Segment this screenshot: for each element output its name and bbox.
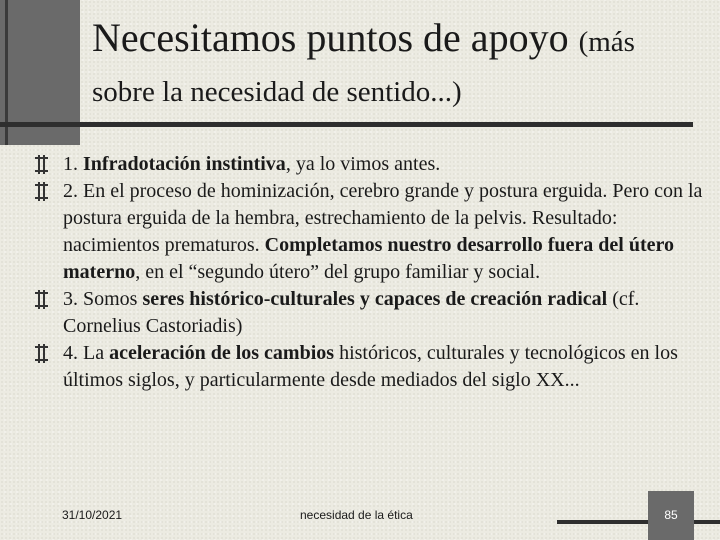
page-number: 85 — [664, 508, 678, 522]
bullet-2-text: 2. En el proceso de hominización, cerebro grande y postura erguida. Pero con la postura erguida de la hembra, estrechamiento de la pelvis. Resultado: nacimientos prematuros. — [63, 180, 703, 256]
decorative-corner-rule — [557, 520, 720, 524]
title-line-1 — [92, 12, 717, 68]
bullet-2-bold: Completamos nuestro desarrollo fuera del útero materno — [63, 234, 675, 283]
bullet-icon — [35, 157, 48, 172]
footer-title: necesidad de la ética — [300, 508, 413, 522]
bullet-icon — [35, 292, 48, 307]
decorative-horizontal-rule — [0, 122, 693, 127]
title-line-2: sobre la necesidad de sentido...) — [92, 76, 462, 108]
bullet-2-rest: , en el “segundo útero” del grupo familiar y social. — [135, 261, 541, 283]
bullet-3-bold: seres histórico-culturales y capaces de creación radical — [142, 288, 608, 310]
bullet-1-rest: , ya lo vimos antes. — [285, 153, 441, 175]
bullet-list — [63, 151, 703, 394]
bullet-1-prefix: 1. — [63, 153, 83, 175]
list-item — [63, 151, 703, 178]
bullet-icon — [35, 346, 48, 361]
list-item — [63, 286, 703, 340]
bullet-4-rest: históricos, culturales y tecnológicos en los últimos siglos, y particularmente desde mediados del siglo XX... — [63, 342, 678, 391]
list-item — [63, 340, 703, 394]
footer-date: 31/10/2021 — [62, 508, 123, 522]
title-paren: (más — [578, 26, 635, 58]
bullet-1-bold: Infradotación instintiva — [83, 153, 286, 175]
list-item — [63, 178, 703, 286]
title-main: Necesitamos puntos de apoyo — [92, 15, 569, 60]
bullet-4-bold: aceleración de los cambios — [109, 342, 335, 364]
slide-title — [92, 12, 717, 112]
bullet-3-rest: (cf. Cornelius Castoriadis) — [63, 288, 640, 337]
bullet-icon — [35, 184, 48, 199]
bullet-4-text: 4. La — [63, 342, 110, 364]
bullet-3-text: 3. Somos — [63, 288, 143, 310]
